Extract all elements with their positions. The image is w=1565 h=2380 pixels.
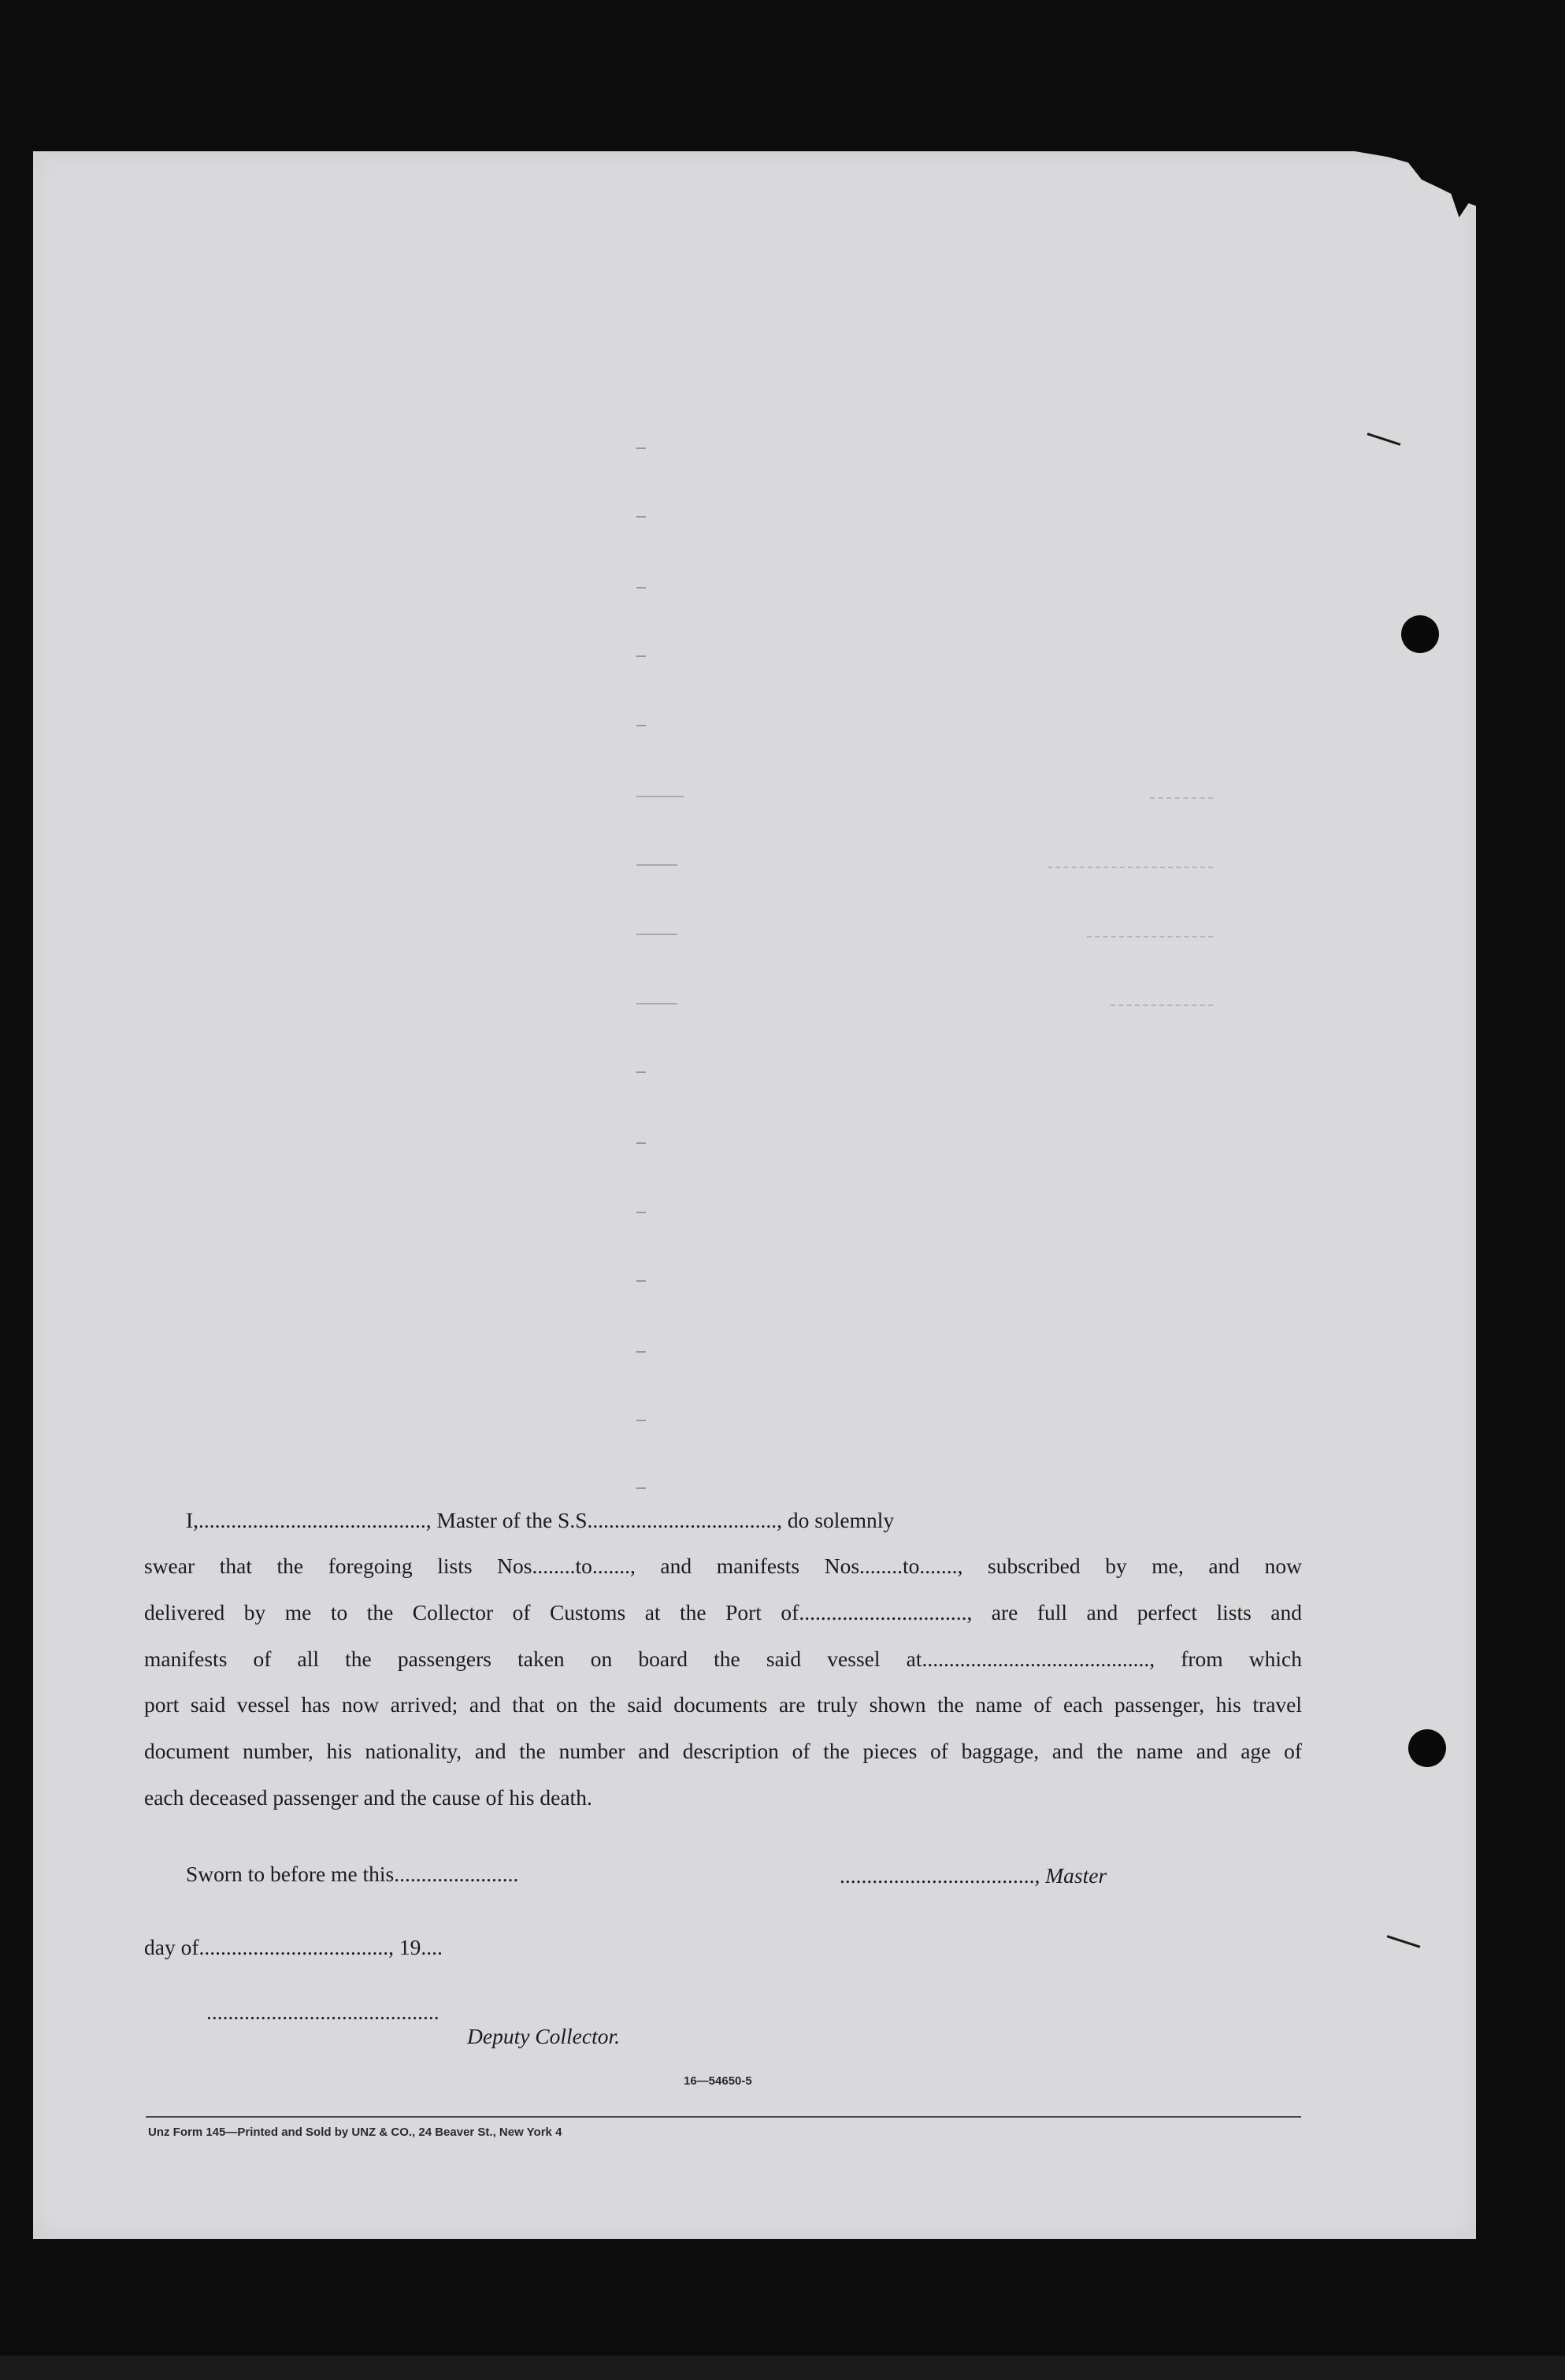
column-dash xyxy=(636,1420,646,1421)
column-dash xyxy=(636,1212,646,1213)
sworn-line: Sworn to before me this....................... xyxy=(186,1862,519,1886)
collector-dots: ........................................... xyxy=(206,1999,439,2024)
faint-dash-line xyxy=(1111,1004,1213,1008)
column-dash xyxy=(636,1487,646,1489)
faint-dash-line xyxy=(1087,936,1213,939)
oath-line-2: swear that the foregoing lists Nos........to......., and manifests Nos........to......., subscribed by me, and now xyxy=(144,1554,1302,1578)
column-dash xyxy=(636,934,677,935)
column-dash xyxy=(636,587,646,589)
column-dash xyxy=(636,1351,646,1353)
column-dash xyxy=(636,725,646,726)
form-code: 16—54650-5 xyxy=(684,2074,752,2088)
column-dash xyxy=(636,516,646,518)
punch-hole-top xyxy=(1401,615,1439,653)
document-sheet xyxy=(33,151,1476,2239)
oath-line-3: delivered by me to the Collector of Customs at the Port of..............................., are full and perfect lists and xyxy=(144,1600,1302,1624)
oath-line-4: manifests of all the passengers taken on board the said vessel at.........................................., from which xyxy=(144,1647,1302,1671)
scan-border xyxy=(0,2356,1565,2380)
master-signature-line: ...................................., Master xyxy=(840,1863,1107,1888)
deputy-collector-label: Deputy Collector. xyxy=(467,2024,620,2048)
column-dash xyxy=(636,655,646,657)
day-line: day of..................................., 19.... xyxy=(144,1935,443,1959)
column-dash xyxy=(636,447,646,449)
oath-line-5: port said vessel has now arrived; and that on the said documents are truly shown the name of each passenger, his travel xyxy=(144,1692,1302,1717)
punch-hole-bottom xyxy=(1408,1729,1446,1767)
oath-line-1: I,.........................................., Master of the S.S..................................., do solemnly xyxy=(186,1508,895,1532)
oath-line-6: document number, his nationality, and the number and description of the pieces of baggage, and the name and age of xyxy=(144,1739,1302,1763)
printer-imprint: Unz Form 145—Printed and Sold by UNZ & CO., 24 Beaver St., New York 4 xyxy=(148,2126,562,2139)
column-dash xyxy=(636,1280,646,1282)
column-dash xyxy=(636,1003,677,1004)
faint-dash-line xyxy=(1150,797,1213,800)
faint-dash-line xyxy=(1048,867,1213,870)
column-dash xyxy=(636,1071,646,1073)
oath-line-7: each deceased passenger and the cause of his death. xyxy=(144,1785,592,1810)
footer-rule xyxy=(146,2116,1301,2118)
column-dash xyxy=(636,796,684,797)
column-dash xyxy=(636,864,677,866)
column-dash xyxy=(636,1142,646,1144)
